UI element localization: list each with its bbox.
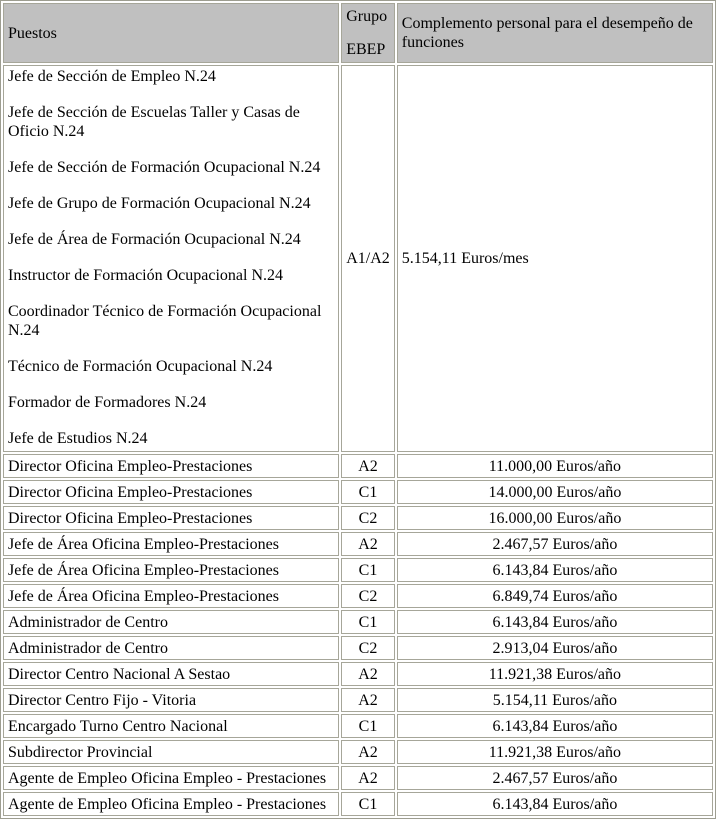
table-row [3, 584, 713, 608]
grupo-cell: C1 [341, 792, 395, 816]
position-item: Jefe de Sección de Empleo N.24 [8, 68, 216, 85]
table-row [3, 766, 713, 790]
puesto-cell: Jefe de Área Oficina Empleo-Prestaciones [3, 532, 339, 556]
grupo-cell: C2 [341, 584, 395, 608]
amount-cell: 6.143,84 Euros/año [397, 714, 713, 738]
position-item: Técnico de Formación Ocupacional N.24 [8, 358, 273, 375]
header-grupo-ebep [341, 3, 395, 63]
table-row [3, 662, 713, 686]
amount-cell: 6.143,84 Euros/año [397, 792, 713, 816]
table-row [3, 558, 713, 582]
table-row [3, 610, 713, 634]
group-row [3, 65, 713, 452]
position-item: Jefe de Estudios N.24 [8, 430, 148, 447]
table-row [3, 688, 713, 712]
amount-cell: 16.000,00 Euros/año [397, 506, 713, 530]
amount-cell: 14.000,00 Euros/año [397, 480, 713, 504]
amount-cell: 2.913,04 Euros/año [397, 636, 713, 660]
table-row [3, 636, 713, 660]
group-grupo-cell: A1/A2 [341, 65, 395, 452]
position-item: Formador de Formadores N.24 [8, 394, 207, 411]
position-item: Coordinador Técnico de Formación Ocupacional N.24 [8, 303, 322, 339]
puesto-cell: Subdirector Provincial [3, 740, 339, 764]
group-positions-cell [3, 65, 339, 452]
header-grupo-line1: Grupo [346, 8, 388, 25]
amount-cell: 6.143,84 Euros/año [397, 610, 713, 634]
grupo-cell: C1 [341, 714, 395, 738]
puesto-cell: Jefe de Área Oficina Empleo-Prestaciones [3, 584, 339, 608]
puesto-cell: Encargado Turno Centro Nacional [3, 714, 339, 738]
amount-cell: 2.467,57 Euros/año [397, 766, 713, 790]
table-row [3, 714, 713, 738]
puesto-cell: Jefe de Área Oficina Empleo-Prestaciones [3, 558, 339, 582]
table-row [3, 506, 713, 530]
grupo-cell: C2 [341, 506, 395, 530]
grupo-cell: C2 [341, 636, 395, 660]
grupo-cell: C1 [341, 480, 395, 504]
grupo-cell: C1 [341, 558, 395, 582]
table-row [3, 480, 713, 504]
grupo-cell: A2 [341, 532, 395, 556]
puesto-cell: Director Centro Fijo - Vitoria [3, 688, 339, 712]
puesto-cell: Administrador de Centro [3, 610, 339, 634]
position-item: Jefe de Grupo de Formación Ocupacional N.24 [8, 195, 311, 212]
header-grupo-line2: EBEP [346, 41, 386, 58]
group-amount-cell: 5.154,11 Euros/mes [397, 65, 713, 452]
puesto-cell: Director Oficina Empleo-Prestaciones [3, 506, 339, 530]
grupo-cell: C1 [341, 610, 395, 634]
grupo-cell: A2 [341, 662, 395, 686]
amount-cell: 11.000,00 Euros/año [397, 454, 713, 478]
grupo-cell: A2 [341, 740, 395, 764]
amount-cell: 6.143,84 Euros/año [397, 558, 713, 582]
position-item: Jefe de Sección de Escuelas Taller y Casas de Oficio N.24 [8, 104, 300, 140]
table-row [3, 792, 713, 816]
puesto-cell: Director Centro Nacional A Sestao [3, 662, 339, 686]
amount-cell: 5.154,11 Euros/año [397, 688, 713, 712]
position-item: Jefe de Sección de Formación Ocupacional N.24 [8, 159, 321, 176]
amount-cell: 11.921,38 Euros/año [397, 662, 713, 686]
header-puestos: Puestos [3, 3, 339, 63]
grupo-cell: A2 [341, 454, 395, 478]
table-row [3, 532, 713, 556]
puesto-cell: Director Oficina Empleo-Prestaciones [3, 454, 339, 478]
table-header-row [3, 3, 713, 63]
amount-cell: 11.921,38 Euros/año [397, 740, 713, 764]
puesto-cell: Agente de Empleo Oficina Empleo - Prestaciones [3, 792, 339, 816]
table-row [3, 454, 713, 478]
amount-cell: 6.849,74 Euros/año [397, 584, 713, 608]
position-item: Jefe de Área de Formación Ocupacional N.24 [8, 231, 301, 248]
grupo-cell: A2 [341, 688, 395, 712]
puesto-cell: Director Oficina Empleo-Prestaciones [3, 480, 339, 504]
grupo-cell: A2 [341, 766, 395, 790]
header-complemento: Complemento personal para el desempeño de funciones [397, 3, 713, 63]
position-item: Instructor de Formación Ocupacional N.24 [8, 267, 284, 284]
table-row [3, 740, 713, 764]
puesto-cell: Administrador de Centro [3, 636, 339, 660]
puesto-cell: Agente de Empleo Oficina Empleo - Prestaciones [3, 766, 339, 790]
amount-cell: 2.467,57 Euros/año [397, 532, 713, 556]
